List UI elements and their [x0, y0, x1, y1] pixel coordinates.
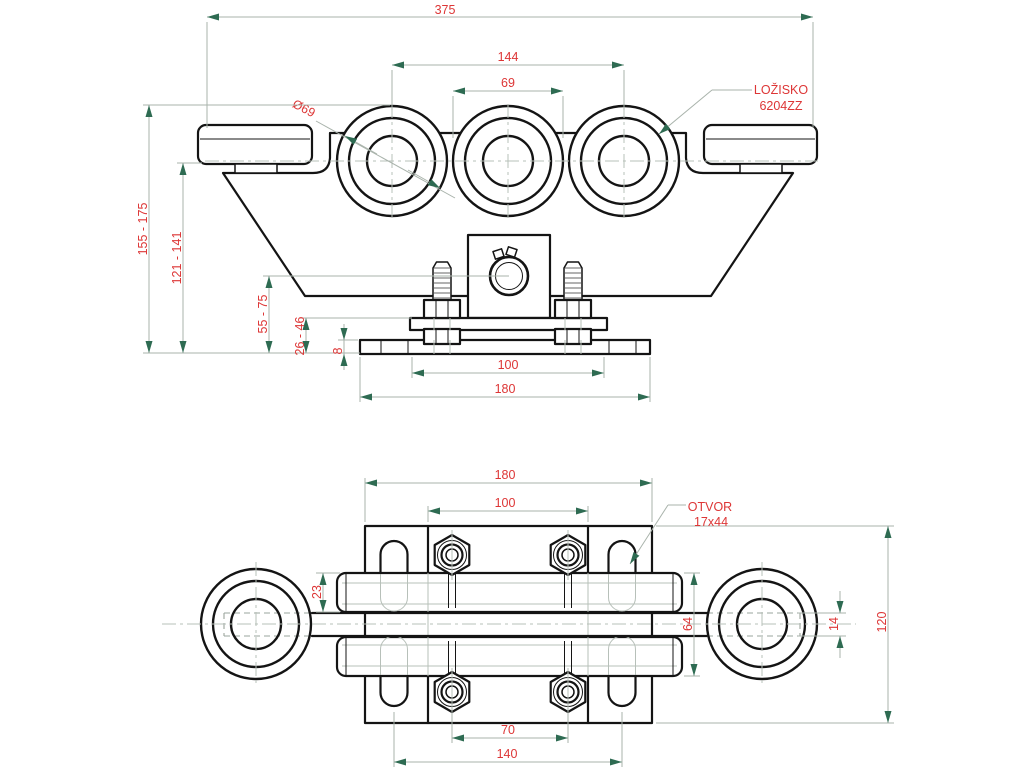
circlip-ear-right — [506, 247, 517, 257]
rail-lower — [337, 637, 682, 676]
dim-inner-width-plan — [428, 496, 588, 522]
dim-label-26-46: 26 - 46 — [293, 316, 307, 356]
dim-label-64: 64 — [681, 617, 695, 631]
side-roller-right — [704, 125, 817, 173]
dim-label-69: 69 — [501, 76, 515, 90]
side-roller-left — [198, 125, 312, 173]
dim-label-100-front: 100 — [497, 358, 519, 372]
dim-label-120: 120 — [875, 611, 889, 633]
front-view — [136, 3, 818, 402]
dim-rail-width — [310, 573, 340, 612]
circlip-ear-left — [493, 249, 504, 259]
bearing-label-line2: 6204ZZ — [759, 99, 803, 113]
dim-label-23: 23 — [310, 585, 324, 599]
slot-label-line1: OTVOR — [687, 500, 733, 514]
rail-upper — [337, 573, 682, 612]
dim-label-140: 140 — [496, 747, 518, 761]
dim-hole-spacing-front — [412, 357, 604, 378]
plan-view — [162, 468, 894, 767]
dim-label-55-75: 55 - 75 — [256, 294, 270, 334]
dim-label-dia69: Ø69 — [290, 96, 318, 121]
dim-label-70: 70 — [501, 723, 515, 737]
dim-label-100-plan: 100 — [494, 496, 516, 510]
dim-height-center — [170, 163, 202, 353]
bearing-label-line1: LOŽISKO — [753, 83, 809, 97]
dim-label-8: 8 — [331, 347, 345, 355]
slot-label-line2: 17x44 — [693, 515, 729, 529]
dim-label-144: 144 — [497, 50, 519, 64]
dim-label-155-175: 155 - 175 — [136, 202, 150, 256]
dim-label-375: 375 — [434, 3, 456, 17]
dim-plate-width-plan — [365, 468, 652, 522]
dim-label-180-plan: 180 — [494, 468, 516, 482]
base-plate — [360, 340, 650, 354]
dim-base-thickness — [331, 324, 358, 370]
dim-label-14: 14 — [827, 617, 841, 631]
dim-label-180-front: 180 — [494, 382, 516, 396]
dim-label-121-141: 121 - 141 — [170, 231, 184, 285]
